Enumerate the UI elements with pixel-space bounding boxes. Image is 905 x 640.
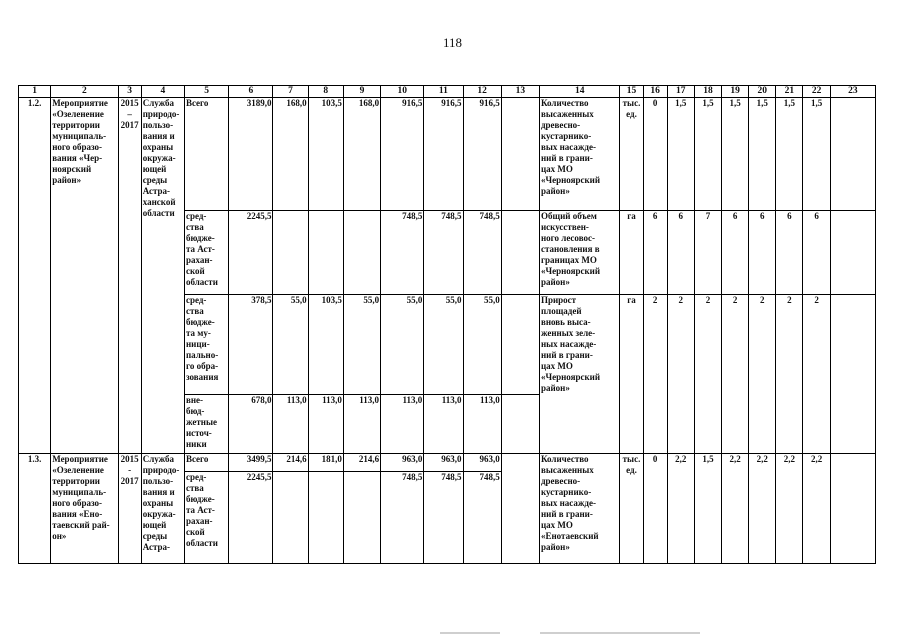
indicator-value: 6 bbox=[803, 211, 830, 295]
amount-cell: 2245,5 bbox=[229, 211, 273, 295]
indicator-value: 6 bbox=[776, 211, 803, 295]
indicator-value: 2 bbox=[667, 295, 694, 454]
executor: Служба природо- пользо- вания и охраны окружа- ющей среды Астра- ханской области bbox=[141, 98, 184, 454]
scan-artifact bbox=[440, 632, 500, 634]
funding-source: сред- ства бюдже- та Аст- рахан- ской области bbox=[184, 211, 228, 295]
funding-source: вне- бюд- жетные источ- ники bbox=[184, 395, 228, 454]
amount-cell: 3189,0 bbox=[229, 98, 273, 211]
col-header: 15 bbox=[620, 86, 643, 98]
indicator-value: 6 bbox=[667, 211, 694, 295]
indicator-value: 2 bbox=[803, 295, 830, 454]
empty-cell bbox=[501, 454, 539, 564]
indicator-value: 1,5 bbox=[667, 98, 694, 211]
item-number: 1.3. bbox=[19, 454, 51, 564]
funding-source: Всего bbox=[184, 98, 228, 211]
amount-cell: 963,0 bbox=[424, 454, 463, 472]
amount-cell: 113,0 bbox=[343, 395, 380, 454]
col-header: 14 bbox=[539, 86, 619, 98]
indicator-value: 1,5 bbox=[749, 98, 776, 211]
amount-cell: 748,5 bbox=[381, 472, 424, 564]
amount-cell: 3499,5 bbox=[229, 454, 273, 472]
amount-cell: 55,0 bbox=[424, 295, 463, 395]
amount-cell bbox=[273, 472, 308, 564]
indicator-name: Количество высаженных древесно- кустарнико- вых насажде- ний в грани- цах МО «Енотаевский район» bbox=[539, 454, 619, 564]
amount-cell: 678,0 bbox=[229, 395, 273, 454]
indicator-value: 6 bbox=[722, 211, 749, 295]
indicator-value: 2,2 bbox=[749, 454, 776, 564]
empty-cell bbox=[501, 211, 539, 295]
indicator-value: 1,5 bbox=[803, 98, 830, 211]
amount-cell bbox=[343, 211, 380, 295]
amount-cell: 55,0 bbox=[273, 295, 308, 395]
col-header: 11 bbox=[424, 86, 463, 98]
empty-cell bbox=[830, 98, 875, 211]
amount-cell: 113,0 bbox=[273, 395, 308, 454]
implementation-period: 2015 - 2017 bbox=[118, 454, 141, 564]
indicator-value: 2 bbox=[694, 295, 721, 454]
indicator-value: 0 bbox=[643, 98, 667, 211]
col-header: 4 bbox=[141, 86, 184, 98]
indicator-name: Количество высаженных древесно- кустарнико- вых насажде- ний в грани- цах МО «Черноярский район» bbox=[539, 98, 619, 211]
col-header: 5 bbox=[184, 86, 228, 98]
col-header: 20 bbox=[749, 86, 776, 98]
col-header: 8 bbox=[308, 86, 343, 98]
amount-cell: 103,5 bbox=[308, 295, 343, 395]
indicator-value: 1,5 bbox=[694, 98, 721, 211]
empty-cell bbox=[830, 454, 875, 564]
indicator-value: 6 bbox=[643, 211, 667, 295]
indicator-unit: га bbox=[620, 211, 643, 295]
program-table bbox=[18, 85, 876, 564]
amount-cell: 2245,5 bbox=[229, 472, 273, 564]
amount-cell: 378,5 bbox=[229, 295, 273, 395]
indicator-value: 2,2 bbox=[722, 454, 749, 564]
amount-cell: 916,5 bbox=[381, 98, 424, 211]
col-header: 10 bbox=[381, 86, 424, 98]
funding-source: сред- ства бюдже- та Аст- рахан- ской области bbox=[184, 472, 228, 564]
col-header: 1 bbox=[19, 86, 51, 98]
amount-cell: 181,0 bbox=[308, 454, 343, 472]
empty-cell bbox=[830, 211, 875, 295]
indicator-unit: тыс. ед. bbox=[620, 98, 643, 211]
amount-cell: 963,0 bbox=[463, 454, 501, 472]
amount-cell: 168,0 bbox=[343, 98, 380, 211]
executor: Служба природо- пользо- вания и охраны окружа- ющей среды Астра- bbox=[141, 454, 184, 564]
indicator-name: Общий объем искусствен- ного лесовос- становления в границах МО «Черноярский район» bbox=[539, 211, 619, 295]
col-header: 18 bbox=[694, 86, 721, 98]
amount-cell: 103,5 bbox=[308, 98, 343, 211]
amount-cell: 168,0 bbox=[273, 98, 308, 211]
table-row bbox=[19, 98, 876, 211]
col-header: 13 bbox=[501, 86, 539, 98]
col-header: 16 bbox=[643, 86, 667, 98]
indicator-value: 2,2 bbox=[776, 454, 803, 564]
col-header: 21 bbox=[776, 86, 803, 98]
col-header: 3 bbox=[118, 86, 141, 98]
col-header: 17 bbox=[667, 86, 694, 98]
indicator-value: 2,2 bbox=[667, 454, 694, 564]
amount-cell: 748,5 bbox=[424, 472, 463, 564]
indicator-name: Прирост площадей вновь выса- женных зеле- ных насажде- ний в грани- цах МО «Черноярский район» bbox=[539, 295, 619, 454]
scan-artifact bbox=[540, 632, 700, 634]
page-number: 118 bbox=[442, 35, 463, 50]
indicator-value: 2,2 bbox=[803, 454, 830, 564]
funding-source: сред- ства бюдже- та му- ници- пально- го обра- зования bbox=[184, 295, 228, 395]
col-header: 23 bbox=[830, 86, 875, 98]
amount-cell: 916,5 bbox=[463, 98, 501, 211]
implementation-period: 2015 – 2017 bbox=[118, 98, 141, 454]
col-header: 6 bbox=[229, 86, 273, 98]
col-header: 12 bbox=[463, 86, 501, 98]
empty-cell bbox=[830, 295, 875, 454]
empty-cell bbox=[501, 395, 539, 454]
indicator-value: 2 bbox=[776, 295, 803, 454]
amount-cell: 214,6 bbox=[273, 454, 308, 472]
col-header: 9 bbox=[343, 86, 380, 98]
indicator-value: 2 bbox=[643, 295, 667, 454]
amount-cell: 748,5 bbox=[424, 211, 463, 295]
item-number: 1.2. bbox=[19, 98, 51, 454]
amount-cell: 748,5 bbox=[463, 472, 501, 564]
amount-cell: 748,5 bbox=[381, 211, 424, 295]
amount-cell: 916,5 bbox=[424, 98, 463, 211]
amount-cell: 113,0 bbox=[308, 395, 343, 454]
amount-cell: 113,0 bbox=[381, 395, 424, 454]
amount-cell: 748,5 bbox=[463, 211, 501, 295]
col-header: 19 bbox=[722, 86, 749, 98]
indicator-value: 0 bbox=[643, 454, 667, 564]
indicator-value: 6 bbox=[749, 211, 776, 295]
amount-cell bbox=[308, 211, 343, 295]
indicator-unit: га bbox=[620, 295, 643, 454]
table-row bbox=[19, 454, 876, 472]
funding-source: Всего bbox=[184, 454, 228, 472]
indicator-value: 7 bbox=[694, 211, 721, 295]
column-number-row bbox=[19, 86, 876, 98]
amount-cell: 214,6 bbox=[343, 454, 380, 472]
empty-cell bbox=[501, 295, 539, 395]
amount-cell: 963,0 bbox=[381, 454, 424, 472]
amount-cell: 55,0 bbox=[463, 295, 501, 395]
col-header: 2 bbox=[51, 86, 118, 98]
amount-cell: 113,0 bbox=[424, 395, 463, 454]
indicator-value: 1,5 bbox=[694, 454, 721, 564]
empty-cell bbox=[501, 98, 539, 211]
col-header: 7 bbox=[273, 86, 308, 98]
indicator-value: 1,5 bbox=[776, 98, 803, 211]
amount-cell bbox=[343, 472, 380, 564]
amount-cell: 55,0 bbox=[381, 295, 424, 395]
amount-cell bbox=[273, 211, 308, 295]
amount-cell bbox=[308, 472, 343, 564]
indicator-value: 2 bbox=[722, 295, 749, 454]
measure-name: Мероприятие «Озеленение территории муниципаль- ного образо- вания «Чер- ноярский район» bbox=[51, 98, 118, 454]
measure-name: Мероприятие «Озеленение территории муниципаль- ного образо- вания «Ено- таевский рай- он» bbox=[51, 454, 118, 564]
amount-cell: 113,0 bbox=[463, 395, 501, 454]
amount-cell: 55,0 bbox=[343, 295, 380, 395]
indicator-value: 2 bbox=[749, 295, 776, 454]
indicator-value: 1,5 bbox=[722, 98, 749, 211]
indicator-unit: тыс. ед. bbox=[620, 454, 643, 564]
col-header: 22 bbox=[803, 86, 830, 98]
